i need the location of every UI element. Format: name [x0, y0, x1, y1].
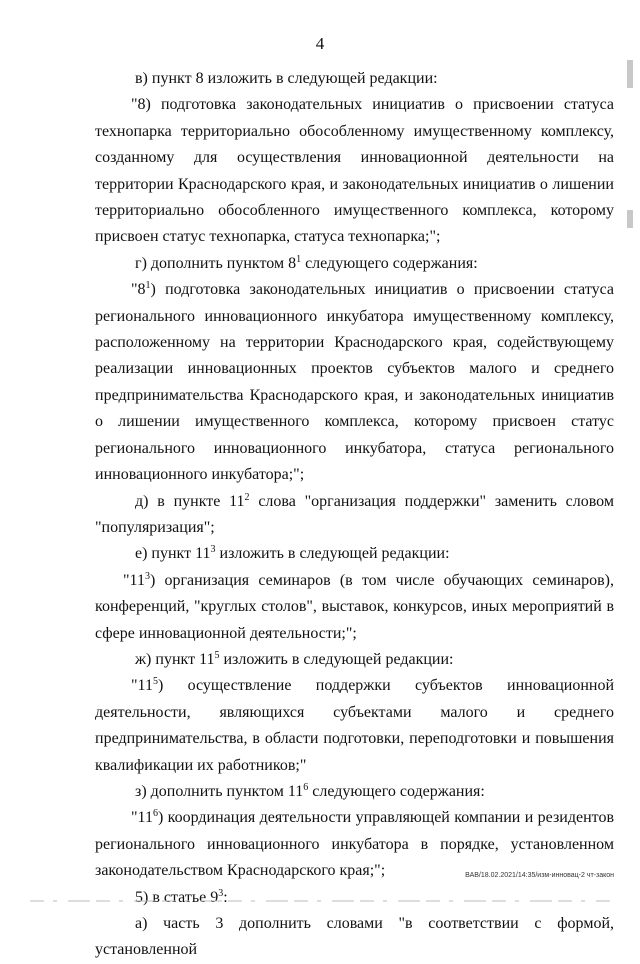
paragraph-quote-11-5 — [95, 673, 614, 779]
paragraph-item-z — [95, 779, 614, 805]
text-run: з) дополнить пунктом 11 — [135, 782, 304, 800]
scan-edge-mark — [627, 60, 633, 88]
scan-bottom-artifact — [0, 896, 640, 905]
document-body — [95, 66, 614, 964]
text-run: ) подготовка законодательных инициатив о присвоении статуса регионального инновационного инкубатора имущественному комплексу, расположенному на территории Краснодарского края, содействующему реализации инновационных проектов субъектов малого и среднего предпринимательства Краснодарского края, и законодательных инициатив о лишении имущественного комплекса, которому присвоен статус регионального инновационного инкубатора, статуса регионального инновационного инкубатора;"; — [95, 281, 614, 484]
paragraph-quote-8-1 — [95, 277, 614, 488]
text-run: а) часть 3 дополнить словами "в соответствии с формой, установленной — [95, 915, 614, 959]
paragraph-item-e — [95, 541, 614, 567]
text-run: изложить в следующей редакции: — [215, 545, 450, 563]
text-run: ж) пункт 11 — [135, 650, 215, 668]
footer-document-code: ВАВ/18.02.2021/14:35/изм-инновац-2 чт-закон — [465, 872, 614, 879]
page-number: 4 — [315, 34, 325, 53]
text-run: "8 — [131, 281, 146, 299]
paragraph-quote-11-3 — [95, 568, 614, 647]
text-run: в) пункт 8 изложить в следующей редакции: — [135, 70, 438, 87]
superscript-index: 6 — [303, 781, 309, 793]
text-run: е) пункт 11 — [135, 545, 211, 563]
text-run: ) координация деятельности управляющей компании и резидентов регионального инновационного инкубатора в порядке, установленном законодательством Краснодарского края;"; — [95, 809, 614, 880]
superscript-index: 1 — [145, 280, 151, 292]
superscript-index: 1 — [296, 253, 302, 265]
text-run: г) дополнить пунктом 8 — [135, 254, 297, 272]
text-run: "11 — [131, 677, 153, 695]
scan-edge-mark — [627, 210, 633, 228]
text-run: : — [223, 888, 228, 906]
superscript-index: 3 — [210, 544, 216, 556]
superscript-index: 2 — [244, 491, 250, 503]
superscript-index: 6 — [152, 808, 158, 820]
text-run: "11 — [131, 809, 153, 827]
text-run: изложить в следующей редакции: — [219, 650, 454, 668]
paragraph-item-d — [95, 489, 614, 542]
text-run: следующего содержания: — [308, 782, 485, 800]
superscript-index: 3 — [218, 887, 224, 899]
paragraph-item-zh — [95, 647, 614, 673]
paragraph-item-g — [95, 251, 614, 277]
text-run: "8) подготовка законодательных инициатив о присвоении статуса технопарка территориально обособленному имущественному комплексу, созданному для осуществления инновационной деятельности на территории Краснодарского края, и законодательных инициатив о лишении территориально обособленного имущественного комплекса, которому присвоен статус технопарка, статуса технопарка;"; — [95, 96, 614, 246]
text-run: "11 — [123, 571, 145, 589]
superscript-index: 5 — [152, 676, 158, 688]
text-run: следующего содержания: — [301, 254, 478, 272]
superscript-index: 5 — [214, 649, 220, 661]
paragraph-quote-8 — [95, 92, 614, 250]
superscript-index: 3 — [144, 570, 150, 582]
text-run: ) осуществление поддержки субъектов инновационной деятельности, являющихся субъектами малого и среднего предпринимательства, в области подготовки, переподготовки и повышения квалификации их работников;" — [95, 677, 614, 774]
text-run: 5) в статье 9 — [135, 888, 219, 906]
text-run: слова "организация поддержки" заменить словом "популяризация"; — [95, 492, 615, 536]
text-run: ) организация семинаров (в том числе обучающих семинаров), конференций, "круглых столов", выставок, конкурсов, иных мероприятий в сфере инновационной деятельности;"; — [95, 571, 614, 642]
paragraph-item-v — [95, 66, 614, 92]
paragraph-item-a — [95, 911, 614, 964]
text-run: д) в пункте 11 — [135, 492, 245, 510]
